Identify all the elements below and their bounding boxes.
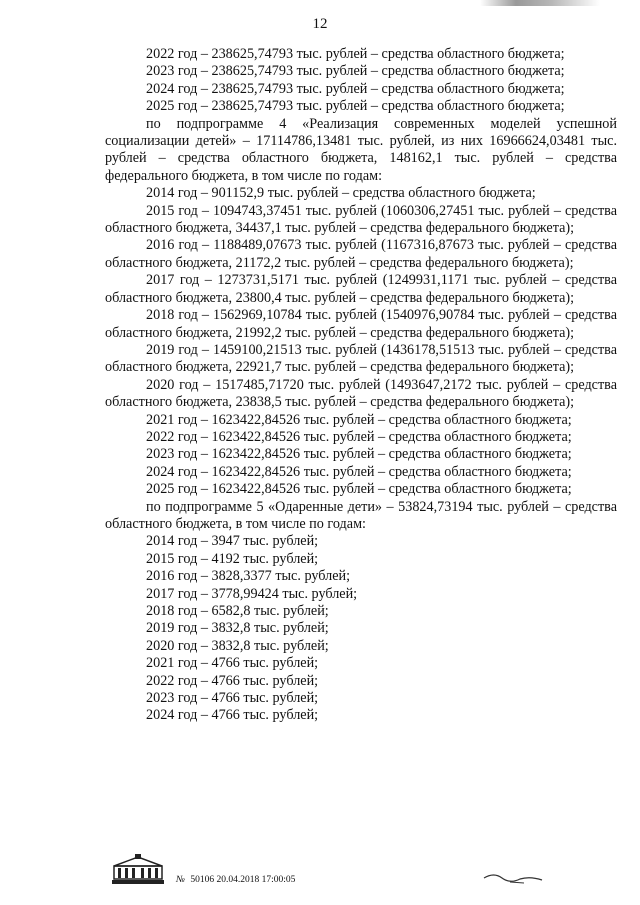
paragraph: 2025 год – 1623422,84526 тыс. рублей – средства областного бюджета; <box>146 481 572 498</box>
paragraph: 2025 год – 238625,74793 тыс. рублей – средства областного бюджета; <box>146 98 565 115</box>
paragraph: 2022 год – 238625,74793 тыс. рублей – средства областного бюджета; <box>146 46 565 62</box>
document-body <box>105 46 617 725</box>
paragraph: 2023 год – 1623422,84526 тыс. рублей – средства областного бюджета; <box>146 446 572 463</box>
paragraph: 2016 год – 1188489,07673 тыс. рублей (1167316,87673 тыс. рублей – средства областного бюджета, 21172,2 тыс. рублей – средства федерального бюджета); <box>105 237 617 271</box>
paragraph: 2023 год – 238625,74793 тыс. рублей – средства областного бюджета; <box>146 63 565 80</box>
paragraph: 2017 год – 1273731,5171 тыс. рублей (1249931,1171 тыс. рублей – средства областного бюджета, 23800,4 тыс. рублей – средства федерального бюджета); <box>105 272 617 306</box>
paragraph: 2019 год – 3832,8 тыс. рублей; <box>146 620 329 637</box>
paragraph: 2016 год – 3828,3377 тыс. рублей; <box>146 568 351 585</box>
paragraph: 2024 год – 1623422,84526 тыс. рублей – средства областного бюджета; <box>146 463 572 480</box>
paragraph: 2018 год – 1562969,10784 тыс. рублей (1540976,90784 тыс. рублей – средства областного бюджета, 21992,2 тыс. рублей – средства федерального бюджета); <box>105 307 617 341</box>
paragraph: 2017 год – 3778,99424 тыс. рублей; <box>146 585 358 602</box>
paragraph: 2014 год – 901152,9 тыс. рублей – средства областного бюджета; <box>146 185 536 202</box>
paragraph: 2015 год – 4192 тыс. рублей; <box>146 550 319 567</box>
paragraph: 2024 год – 238625,74793 тыс. рублей – средства областного бюджета; <box>146 80 565 97</box>
handwritten-mark <box>480 868 550 888</box>
paragraph: 2019 год – 1459100,21513 тыс. рублей (1436178,51513 тыс. рублей – средства областного бюджета, 22921,7 тыс. рублей – средства федерального бюджета); <box>105 341 617 376</box>
paragraph: 2022 год – 1623422,84526 тыс. рублей – средства областного бюджета; <box>146 428 572 445</box>
paragraph: 2018 год – 6582,8 тыс. рублей; <box>146 603 329 619</box>
paragraph: 2015 год – 1094743,37451 тыс. рублей (1060306,27451 тыс. рублей – средства областного бюджета, 34437,1 тыс. рублей – средства федерального бюджета); <box>105 202 617 237</box>
scan-artifact <box>480 0 600 6</box>
doc-number: 50106 <box>190 875 215 885</box>
document-stamp <box>176 875 295 885</box>
paragraph: 2021 год – 4766 тыс. рублей; <box>146 655 319 672</box>
paragraph: 2021 год – 1623422,84526 тыс. рублей – средства областного бюджета; <box>146 411 572 428</box>
government-building-logo-icon <box>110 854 166 886</box>
doc-number-prefix: № <box>176 875 185 885</box>
paragraph: 2020 год – 1517485,71720 тыс. рублей (1493647,2172 тыс. рублей – средства областного бюджета, 23838,5 тыс. рублей – средства федерального бюджета); <box>105 376 617 411</box>
page-number: 12 <box>312 16 328 32</box>
paragraph: 2022 год – 4766 тыс. рублей; <box>146 672 319 689</box>
paragraph: 2024 год – 4766 тыс. рублей; <box>146 707 319 724</box>
doc-timestamp: 20.04.2018 17:00:05 <box>216 875 296 885</box>
paragraph: 2020 год – 3832,8 тыс. рублей; <box>146 637 329 654</box>
paragraph: 2023 год – 4766 тыс. рублей; <box>146 690 319 707</box>
page-footer <box>110 854 590 894</box>
paragraph: 2014 год – 3947 тыс. рублей; <box>146 533 319 550</box>
paragraph: по подпрограмме 4 «Реализация современных моделей успешной социализации детей» – 17114786,13481 тыс. рублей, из них 16966624,03481 тыс. рублей – средства областного бюджета, 148162,1 тыс. рублей – средства федерального бюджета, в том числе по годам: <box>105 115 617 184</box>
paragraph: по подпрограмме 5 «Одаренные дети» – 53824,73194 тыс. рублей – средства областного бюджета, в том числе по годам: <box>105 498 617 532</box>
